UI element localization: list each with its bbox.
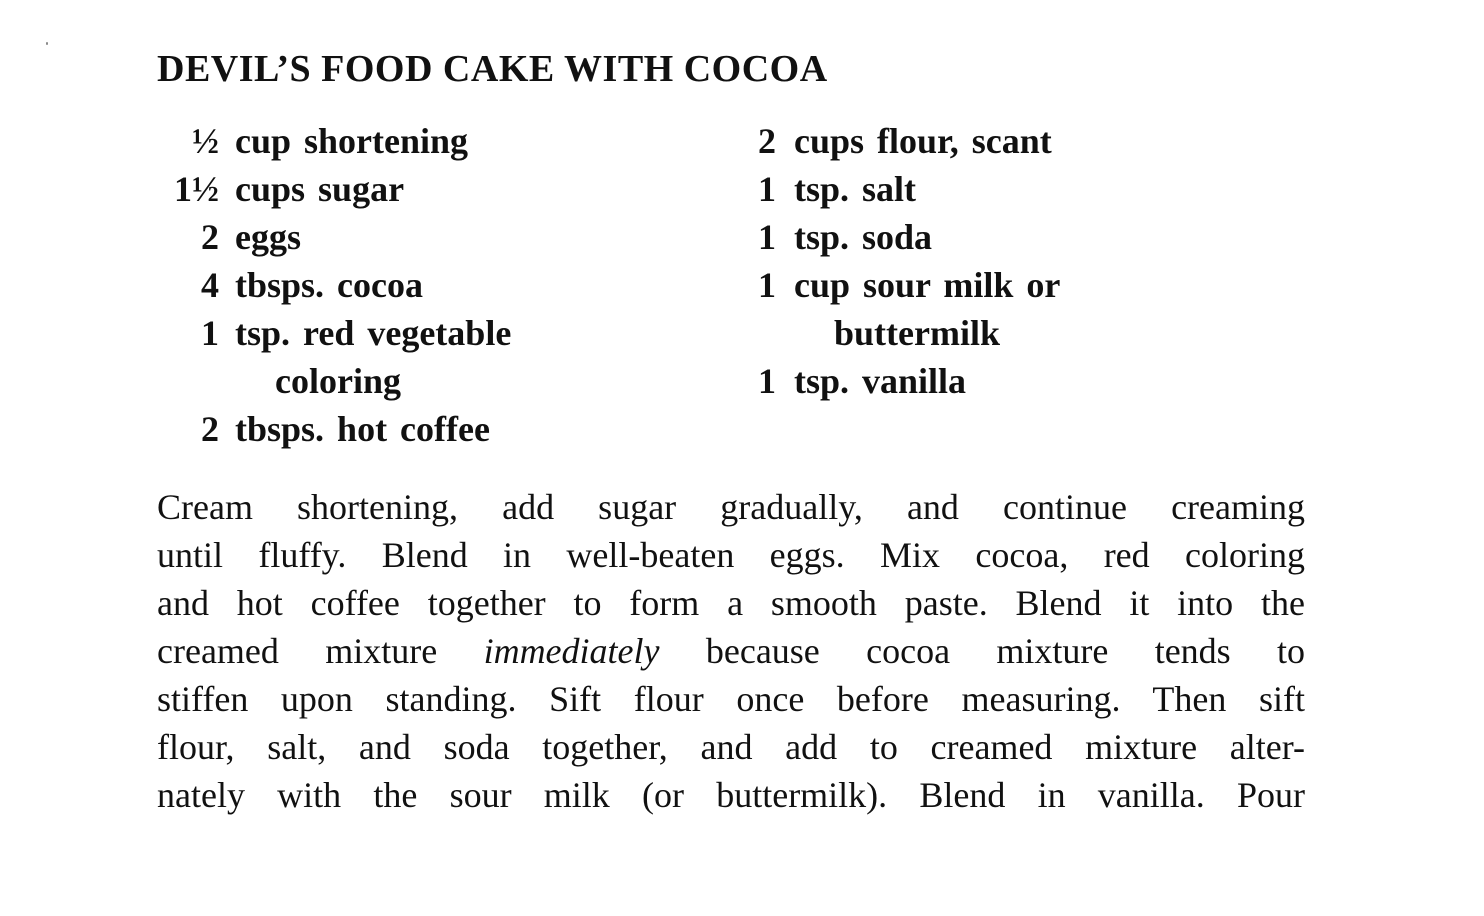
ingredient-description-continuation: buttermilk	[834, 313, 1000, 353]
ingredient-item	[752, 213, 1252, 261]
method-text: because cocoa mixture tends to	[705, 631, 1306, 671]
ingredient-item	[157, 165, 637, 213]
ingredient-quantity: 4	[201, 265, 219, 305]
method-line: Cream shortening, add sugar gradually, and continue creaming	[157, 487, 1305, 527]
ingredient-item	[752, 357, 1252, 405]
ingredient-item	[752, 165, 1252, 213]
method-text: creamed mixture	[157, 631, 438, 671]
method-line: until fluffy. Blend in well-beaten eggs. Mix cocoa, red coloring	[157, 535, 1305, 575]
ingredient-description	[235, 309, 511, 405]
ingredient-quantity: 1	[758, 361, 776, 401]
ingredient-quantity: ½	[192, 121, 219, 161]
ingredient-description: tsp. soda	[794, 217, 933, 257]
ingredients-right-column	[752, 117, 1252, 405]
ingredient-quantity: 1	[201, 313, 219, 353]
ingredient-description: eggs	[235, 217, 301, 257]
ingredient-description: cups sugar	[235, 169, 405, 209]
recipe-title: DEVIL’S FOOD CAKE WITH COCOA	[157, 48, 828, 90]
ingredient-description-continuation: coloring	[275, 361, 401, 401]
method-paragraph	[157, 483, 1305, 819]
method-line	[157, 627, 1305, 675]
ingredient-item	[157, 117, 637, 165]
ingredient-description-line: cup sour milk or	[794, 265, 1061, 305]
ingredient-quantity: 1	[758, 265, 776, 305]
ingredient-item	[157, 309, 637, 405]
ingredient-description: cups flour, scant	[794, 121, 1052, 161]
method-line: stiffen upon standing. Sift flour once before measuring. Then sift	[157, 679, 1305, 719]
ingredient-description-line: tsp. red vegetable	[235, 313, 512, 353]
method-emphasis: immediately	[483, 631, 660, 671]
ingredients-left-column	[157, 117, 637, 453]
scan-speck	[46, 42, 48, 45]
ingredient-description: tsp. vanilla	[794, 361, 967, 401]
ingredient-item	[157, 213, 637, 261]
ingredient-description: tsp. salt	[794, 169, 917, 209]
ingredient-description: tbsps. hot coffee	[235, 409, 490, 449]
ingredient-quantity: 1	[758, 217, 776, 257]
ingredient-description: tbsps. cocoa	[235, 265, 424, 305]
ingredient-description	[794, 261, 1060, 357]
method-line: and hot coffee together to form a smooth paste. Blend it into the	[157, 583, 1305, 623]
ingredient-quantity: 2	[201, 217, 219, 257]
method-line: flour, salt, and soda together, and add to creamed mixture alter-	[157, 727, 1305, 767]
ingredient-quantity: 1	[758, 169, 776, 209]
ingredient-item	[752, 117, 1252, 165]
ingredient-item	[157, 405, 637, 453]
ingredient-item	[752, 261, 1252, 357]
ingredient-description: cup shortening	[235, 121, 469, 161]
ingredient-quantity: 1½	[174, 169, 219, 209]
ingredient-quantity: 2	[758, 121, 776, 161]
method-line: nately with the sour milk (or buttermilk). Blend in vanilla. Pour	[157, 775, 1305, 815]
ingredient-quantity: 2	[201, 409, 219, 449]
ingredient-item	[157, 261, 637, 309]
